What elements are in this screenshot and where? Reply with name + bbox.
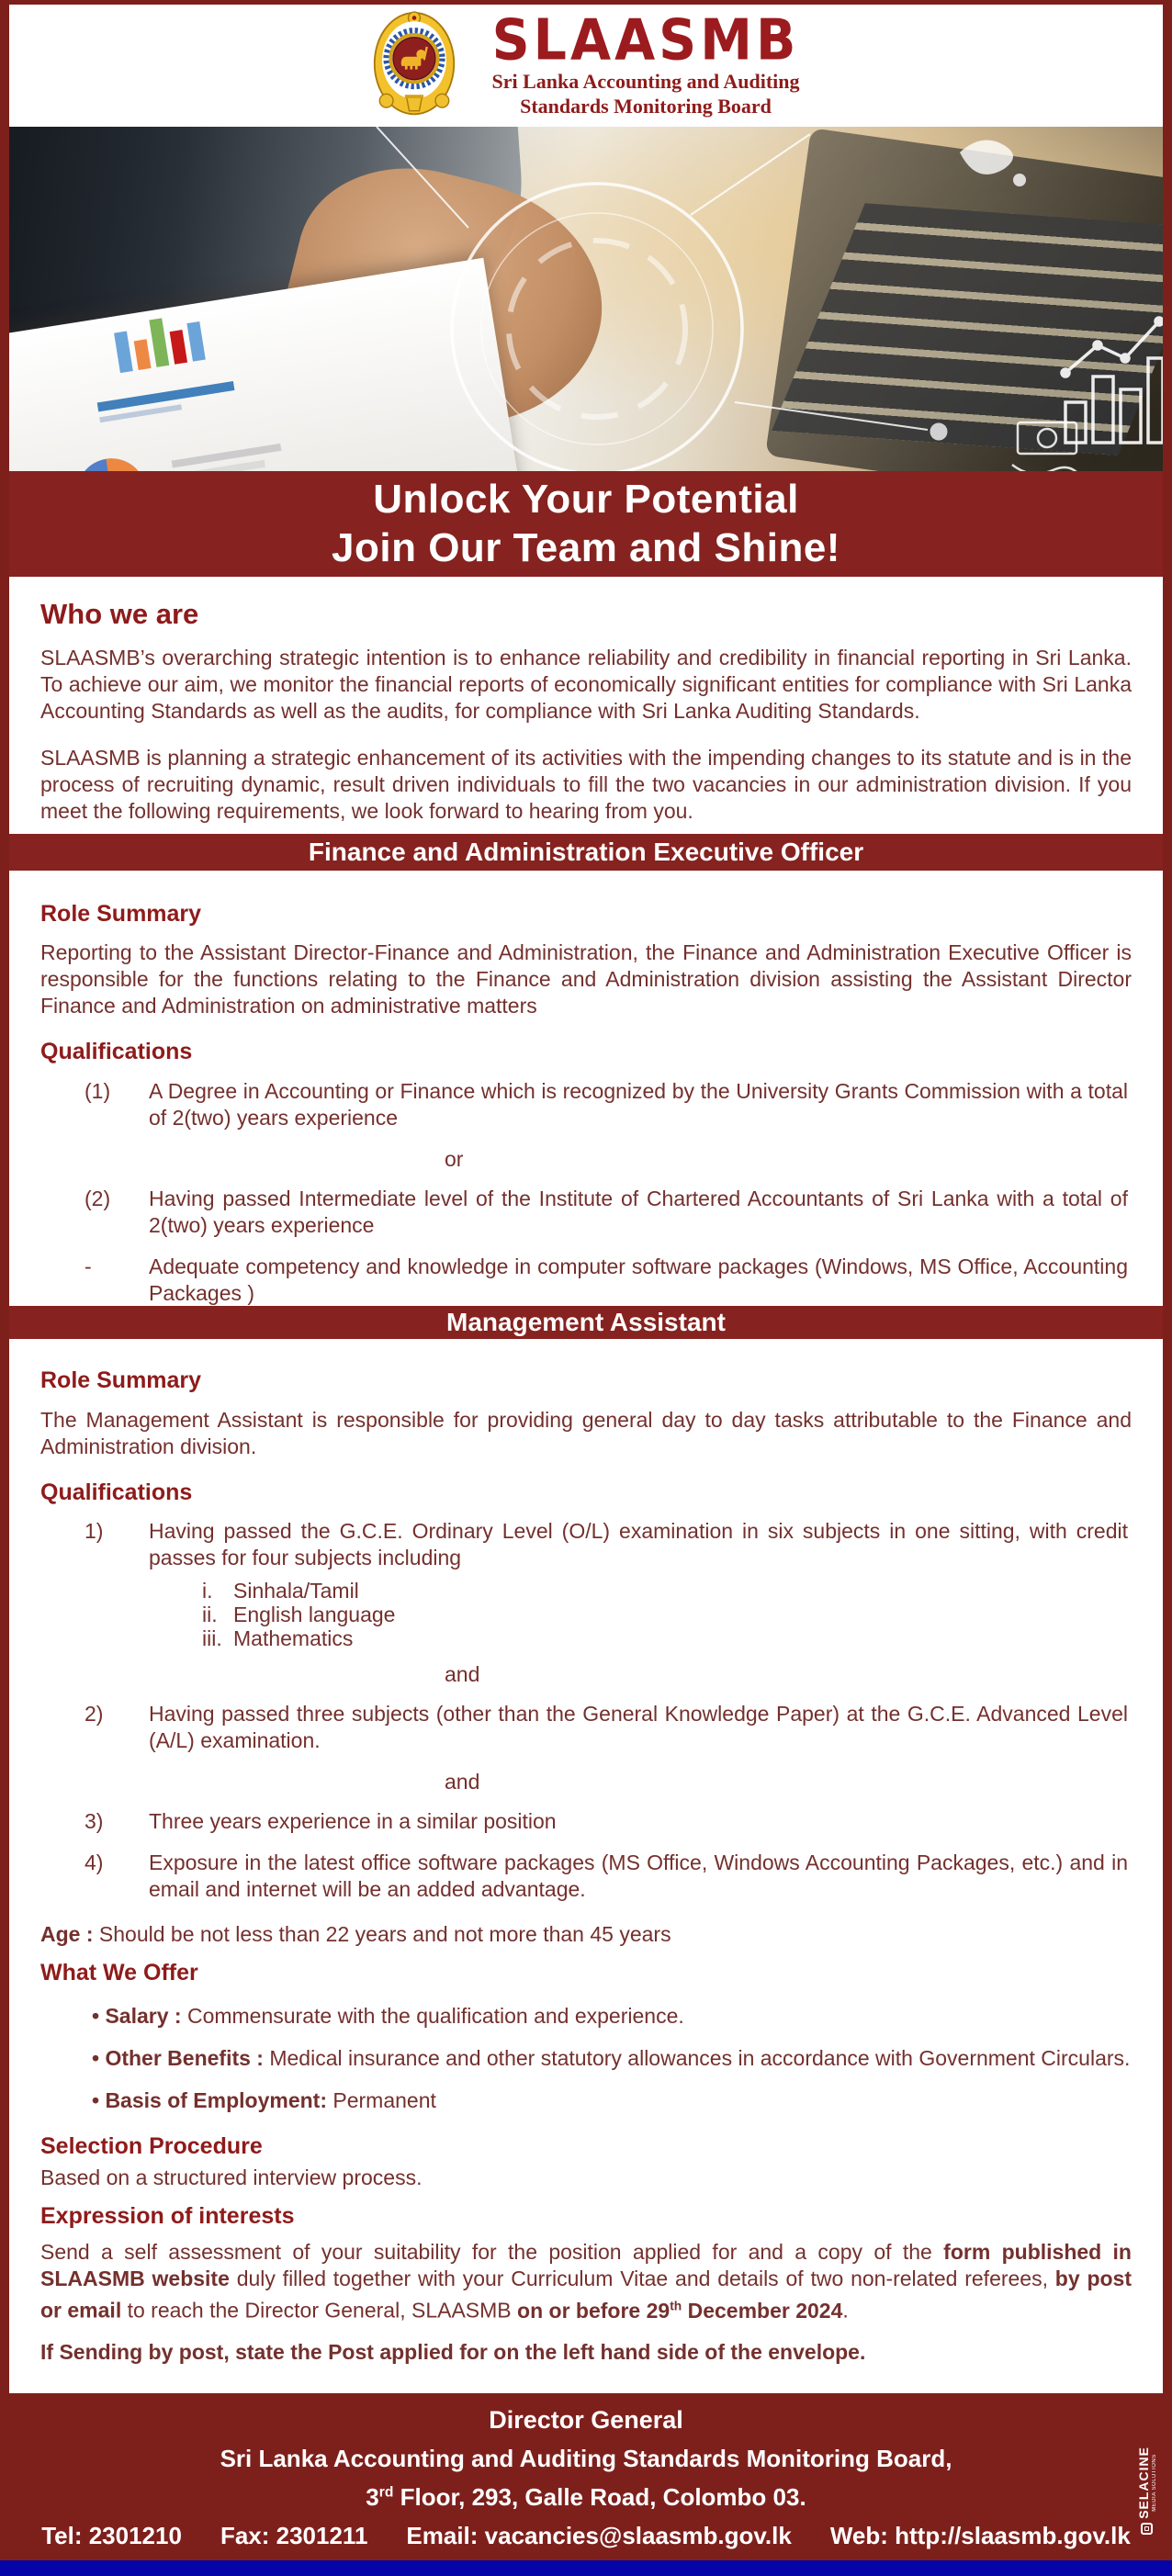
management-assistant-section bbox=[9, 1339, 1163, 2393]
bottom-blue-bar bbox=[0, 2560, 1172, 2576]
headline-banner bbox=[9, 471, 1163, 577]
subject-sinhala-tamil: Sinhala/Tamil bbox=[233, 1579, 359, 1603]
subject-mathematics: Mathematics bbox=[233, 1626, 354, 1651]
who-we-are-section bbox=[9, 577, 1163, 834]
offer-salary: • Salary : Commensurate with the qualification and experience. bbox=[92, 2003, 684, 2028]
ma-q1-subjects: i. Sinhala/Tamil ii. English language iii. Mathematics bbox=[202, 1579, 396, 1651]
post-note: If Sending by post, state the Post applied for on the left hand side of the envelope. bbox=[40, 2339, 866, 2364]
footer-director-general: Director General bbox=[489, 2406, 683, 2435]
ma-role-summary-heading: Role Summary bbox=[40, 1367, 202, 1394]
age-requirement: Age : Should be not less than 22 years and not more than 45 years bbox=[40, 1922, 671, 1947]
what-we-offer-heading: What We Offer bbox=[40, 1960, 198, 1986]
selection-procedure-heading: Selection Procedure bbox=[40, 2132, 263, 2159]
ma-connector-and-2: and bbox=[445, 1770, 480, 1794]
finance-officer-section bbox=[9, 871, 1163, 1307]
hud-overlay bbox=[9, 127, 1163, 471]
finance-officer-banner: Finance and Administration Executive Officer bbox=[9, 834, 1163, 871]
footer-address: 3rd Floor, 293, Galle Road, Colombo 03. bbox=[366, 2483, 806, 2512]
footer-org-name: Sri Lanka Accounting and Auditing Standards Monitoring Board, bbox=[220, 2445, 952, 2473]
expression-of-interests-heading: Expression of interests bbox=[40, 2203, 295, 2230]
ma-qualification-3: 3) Three years experience in a similar position bbox=[85, 1809, 557, 1834]
footer-contact-row bbox=[9, 2522, 1163, 2550]
ma-qualifications-heading: Qualifications bbox=[40, 1479, 193, 1505]
offer-employment-basis: • Basis of Employment: Permanent bbox=[92, 2087, 436, 2112]
headline-line2: Join Our Team and Shine! bbox=[332, 525, 840, 571]
who-we-are-heading: Who we are bbox=[40, 597, 199, 630]
who-we-are-para1: SLAASMB’s overarching strategic intention is to enhance reliability and credibility in financial reporting in Sri Lanka. To achieve our aim, we monitor the financial reports of economically significant entities for compliance with Sri Lanka Accounting Standards as well as the audits, for compliance with Sri Lanka Auditing Standards. bbox=[40, 645, 1132, 723]
ma-connector-and-1: and bbox=[445, 1662, 480, 1687]
org-name-line1: Sri Lanka Accounting and Auditing bbox=[491, 69, 800, 93]
finance-qualification-2: (2) Having passed Intermediate level of the Institute of Chartered Accountants of Sri Lanka with a total of 2(two) years experience bbox=[85, 1186, 1128, 1237]
selacine-tagline: MEDIA SOLUTIONS bbox=[1152, 2454, 1157, 2512]
globe-icon bbox=[960, 141, 1026, 186]
management-assistant-banner: Management Assistant bbox=[9, 1306, 1163, 1339]
headline-line1: Unlock Your Potential bbox=[373, 476, 799, 522]
finance-role-summary-heading: Role Summary bbox=[40, 900, 202, 927]
ma-qualification-2: 2) Having passed three subjects (other than the General Knowledge Paper) at the G.C.E. Advanced Level (A/L) examination. bbox=[85, 1702, 1128, 1753]
finance-qualification-1: (1) A Degree in Accounting or Finance which is recognized by the University Grants Commission with a total of 2(two) years experience bbox=[85, 1078, 1128, 1130]
sri-lanka-national-emblem-icon bbox=[372, 9, 456, 121]
expression-of-interests-body: Send a self assessment of your suitability for the position applied for and a copy of the form published in SLAASMB website duly filled together with your Curriculum Vitae and details of two non-related referees, by post or email to reach the Director General, SLAASMB on or before 29th December 2024. bbox=[40, 2239, 1132, 2323]
finance-qualifications-heading: Qualifications bbox=[40, 1039, 193, 1065]
offer-benefits: • Other Benefits : Medical insurance and other statutory allowances in accordance with Government Circulars. bbox=[92, 2045, 1131, 2070]
footer-email-link[interactable]: Email: vacancies@slaasmb.gov.lk bbox=[406, 2522, 792, 2550]
footer bbox=[9, 2393, 1163, 2560]
org-logo-wordmark: SLAASMB bbox=[491, 7, 800, 73]
finance-role-summary: Reporting to the Assistant Director-Finance and Administration, the Finance and Administration Executive Officer is responsible for the functions relating to the Finance and Administration division assisting the Assistant Director Finance and Administration on administrative matters bbox=[40, 940, 1132, 1018]
selacine-credit bbox=[1136, 2447, 1157, 2535]
org-logo-block bbox=[491, 7, 800, 118]
ma-qualification-4: 4) Exposure in the latest office software packages (MS Office, Windows Accounting Packages, etc.) and in email and internet will be an added advantage. bbox=[85, 1850, 1128, 1902]
ma-role-summary: The Management Assistant is responsible for providing general day to day tasks attributable to the Finance and Administration division. bbox=[40, 1407, 1132, 1458]
selacine-name: SELACINE bbox=[1136, 2447, 1151, 2519]
selection-procedure-body: Based on a structured interview process. bbox=[40, 2165, 423, 2190]
header bbox=[9, 5, 1163, 127]
ma-qualification-1: 1) Having passed the G.C.E. Ordinary Level (O/L) examination in six subjects in one sitting, with credit passes for four subjects including bbox=[85, 1519, 1128, 1570]
hero-photo bbox=[9, 127, 1163, 471]
footer-fax: Fax: 2301211 bbox=[220, 2522, 368, 2550]
who-we-are-para2: SLAASMB is planning a strategic enhancement of its activities with the impending changes to its statute and is in the process of recruiting dynamic, result driven individuals to fill the two vacancies in our administration division. If you meet the following requirements, we look forward to hearing from you. bbox=[40, 745, 1132, 823]
subject-english: English language bbox=[233, 1603, 396, 1627]
org-name-line2: Standards Monitoring Board bbox=[520, 94, 772, 118]
finance-qualification-3: - Adequate competency and knowledge in computer software packages (Windows, MS Office, Accounting Packages ) bbox=[85, 1254, 1128, 1305]
finance-connector-or: or bbox=[445, 1146, 464, 1171]
footer-web-link[interactable]: Web: http://slaasmb.gov.lk bbox=[829, 2522, 1131, 2550]
selacine-logo-icon bbox=[1141, 2523, 1153, 2535]
footer-tel: Tel: 2301210 bbox=[41, 2522, 182, 2550]
